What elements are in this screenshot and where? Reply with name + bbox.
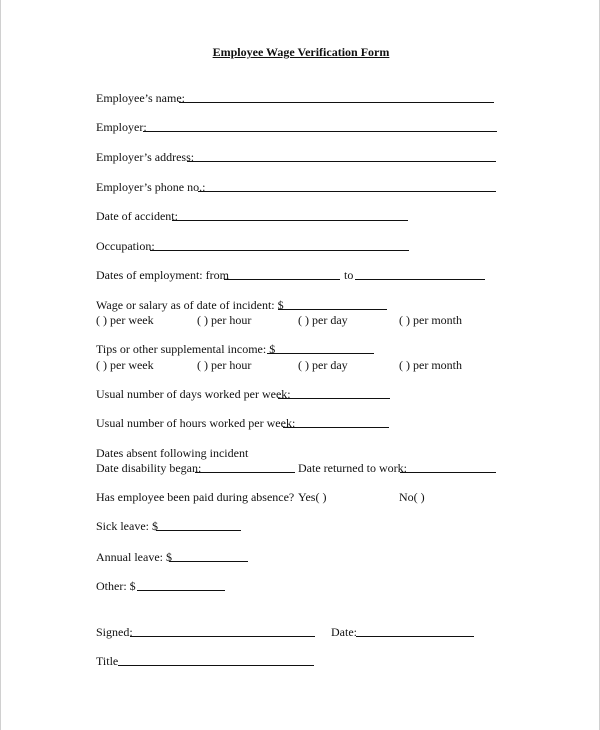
days-worked-field[interactable] bbox=[278, 398, 390, 399]
title-field[interactable] bbox=[118, 665, 314, 666]
hours-worked-label: Usual number of hours worked per week: bbox=[96, 416, 296, 430]
other-field[interactable] bbox=[137, 590, 225, 591]
date-of-accident-field[interactable] bbox=[172, 220, 408, 221]
date-of-accident-label: Date of accident: bbox=[96, 209, 178, 223]
date-returned-field[interactable] bbox=[400, 472, 496, 473]
occupation-field[interactable] bbox=[150, 250, 409, 251]
tips-label: Tips or other supplemental income: $ bbox=[96, 342, 276, 356]
employer-phone-label: Employer’s phone no.: bbox=[96, 180, 206, 194]
wage-field[interactable] bbox=[278, 309, 387, 310]
tips-per-week-option[interactable]: ( ) per week bbox=[96, 358, 154, 372]
date-disability-label: Date disability began: bbox=[96, 461, 202, 475]
annual-leave-label: Annual leave: $ bbox=[96, 550, 172, 564]
title-field-label: Title bbox=[96, 654, 119, 668]
hours-worked-field[interactable] bbox=[283, 427, 389, 428]
date-field[interactable] bbox=[356, 636, 474, 637]
wage-per-hour-option[interactable]: ( ) per hour bbox=[197, 313, 252, 327]
employer-phone-field[interactable] bbox=[198, 191, 496, 192]
days-worked-label: Usual number of days worked per week: bbox=[96, 387, 291, 401]
paid-no-option[interactable]: No( ) bbox=[399, 490, 425, 504]
paid-yes-option[interactable]: Yes( ) bbox=[298, 490, 327, 504]
employee-name-label: Employee’s name: bbox=[96, 91, 185, 105]
employer-field[interactable] bbox=[143, 131, 497, 132]
dates-of-employment-label: Dates of employment: from bbox=[96, 268, 229, 282]
employer-address-field[interactable] bbox=[187, 161, 496, 162]
signed-label: Signed: bbox=[96, 625, 133, 639]
form-title: Employee Wage Verification Form bbox=[212, 45, 390, 59]
date-returned-label: Date returned to work: bbox=[298, 461, 407, 475]
tips-per-day-option[interactable]: ( ) per day bbox=[298, 358, 348, 372]
wage-per-day-option[interactable]: ( ) per day bbox=[298, 313, 348, 327]
wage-label: Wage or salary as of date of incident: $ bbox=[96, 298, 284, 312]
wage-per-month-option[interactable]: ( ) per month bbox=[399, 313, 462, 327]
annual-leave-field[interactable] bbox=[169, 561, 248, 562]
employee-name-field[interactable] bbox=[179, 102, 494, 103]
tips-field[interactable] bbox=[267, 353, 374, 354]
employer-label: Employer: bbox=[96, 120, 147, 134]
sick-leave-label: Sick leave: $ bbox=[96, 519, 158, 533]
signed-field[interactable] bbox=[130, 636, 315, 637]
tips-per-month-option[interactable]: ( ) per month bbox=[399, 358, 462, 372]
employment-from-field[interactable] bbox=[224, 279, 340, 280]
employer-address-label: Employer’s address: bbox=[96, 150, 195, 164]
other-label: Other: $ bbox=[96, 579, 136, 593]
paid-question-label: Has employee been paid during absence? bbox=[96, 490, 295, 504]
date-label: Date: bbox=[331, 625, 357, 639]
occupation-label: Occupation: bbox=[96, 239, 155, 253]
wage-per-week-option[interactable]: ( ) per week bbox=[96, 313, 154, 327]
dates-absent-label: Dates absent following incident bbox=[96, 446, 249, 460]
employment-to-field[interactable] bbox=[355, 279, 485, 280]
tips-per-hour-option[interactable]: ( ) per hour bbox=[197, 358, 252, 372]
employment-to-label: to bbox=[344, 268, 354, 282]
sick-leave-field[interactable] bbox=[156, 530, 241, 531]
date-disability-field[interactable] bbox=[195, 472, 295, 473]
